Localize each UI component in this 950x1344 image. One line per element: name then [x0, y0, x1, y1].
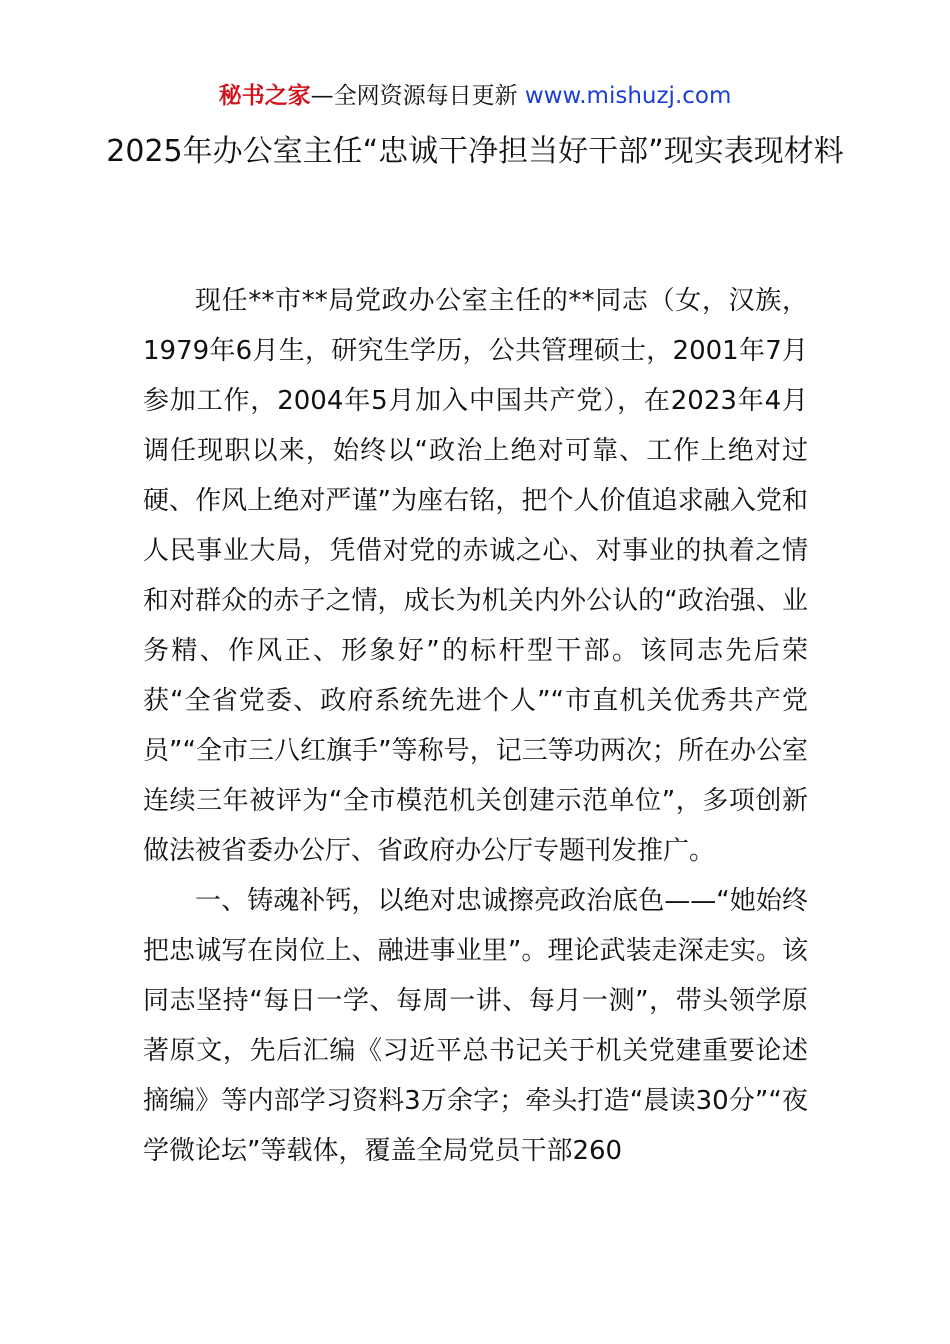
body-paragraph: 一、铸魂补钙，以绝对忠诚擦亮政治底色——“她始终把忠诚写在岗位上、融进事业里”。理论武装走深走实。该同志坚持“每日一学、每周一讲、每月一测”，带头领学原著原文，先后汇编《习近平总书记关于机关党建重要论述摘编》等内部学习资料3万余字；牵头打造“晨读30分”“夜学微论坛”等载体，覆盖全局党员干部260 — [143, 886, 808, 1166]
header-tagline: —全网资源每日更新 — [310, 83, 525, 109]
site-header — [0, 80, 950, 112]
brand-name: 秘书之家 — [218, 83, 311, 109]
document-title: 2025年办公室主任“忠诚干净担当好干部”现实表现材料 — [106, 134, 844, 169]
body-paragraph: 现任**市**局党政办公室主任的**同志（女，汉族，1979年6月生，研究生学历，公共管理硕士，2001年7月参加工作，2004年5月加入中国共产党），在2023年4月调任现职以来，始终以“政治上绝对可靠、工作上绝对过硬、作风上绝对严谨”为座右铭，把个人价值追求融入党和人民事业大局，凭借对党的赤诚之心、对事业的执着之情和对群众的赤子之情，成长为机关内外公认的“政治强、业务精、作风正、形象好”的标杆型干部。该同志先后荣获“全省党委、政府系统先进个人”“市直机关优秀共产党员”“全市三八红旗手”等称号，记三等功两次；所在办公室连续三年被评为“全市模范机关创建示范单位”，多项创新做法被省委办公厅、省政府办公厅专题刊发推广。 — [143, 286, 808, 866]
document-body — [143, 276, 808, 1176]
site-url-link[interactable]: www.mishuzj.com — [524, 83, 732, 109]
